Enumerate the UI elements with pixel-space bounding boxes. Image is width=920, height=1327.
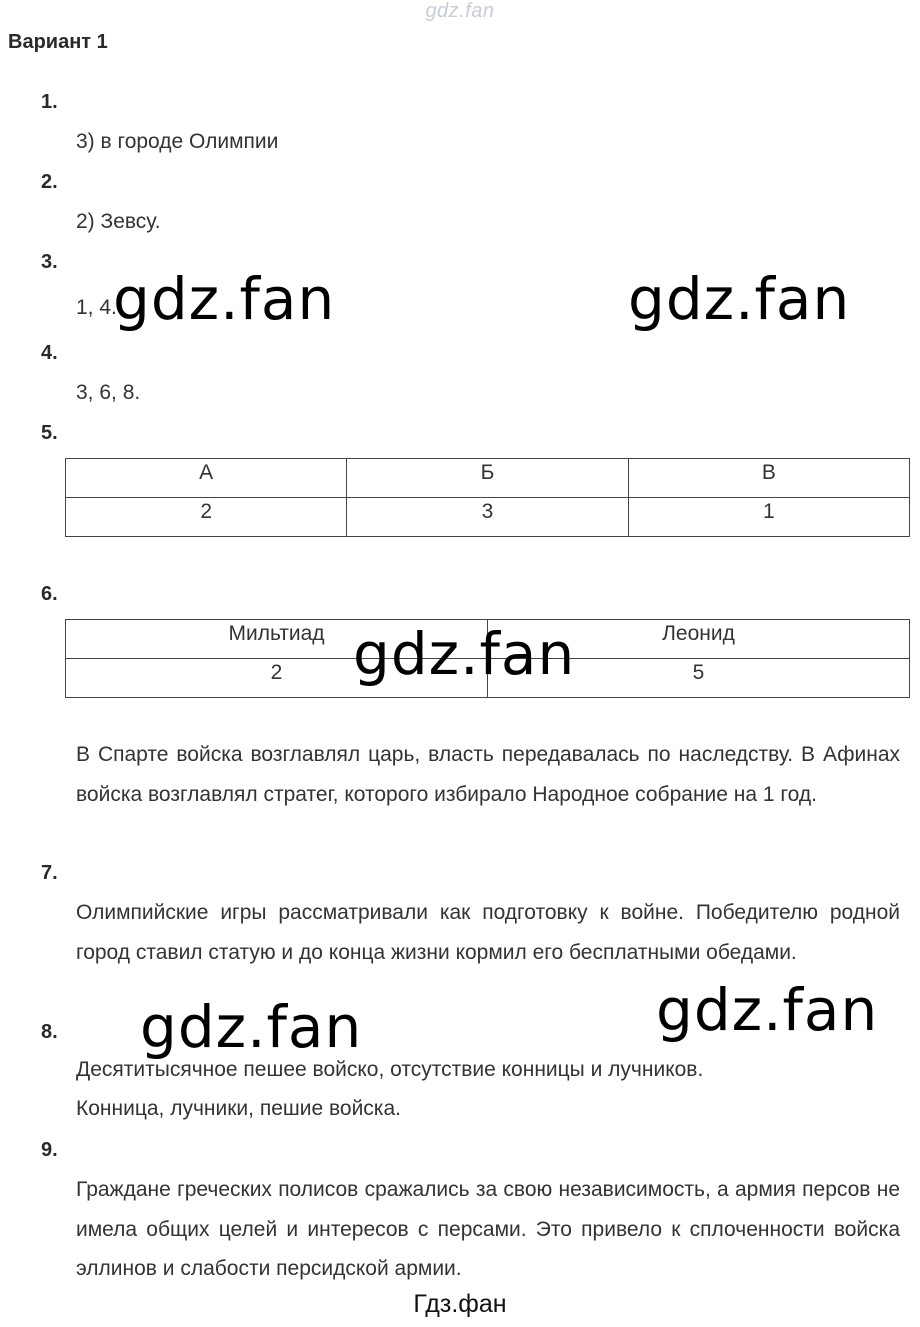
question-number-8: 8. xyxy=(41,1021,58,1043)
watermark: gdz.fan xyxy=(113,265,336,333)
watermark: gdz.fan xyxy=(628,265,851,333)
table-row xyxy=(66,498,910,537)
site-mark-top: gdz.fan xyxy=(425,0,495,22)
table-6-value-miltiades: 2 xyxy=(66,659,488,698)
question-number-3: 3. xyxy=(41,251,58,273)
table-6-value-leonidas: 5 xyxy=(488,659,910,698)
table-6-header-leonidas: Леонид xyxy=(488,620,910,659)
question-number-1: 1. xyxy=(41,91,58,113)
footer-site-name: Гдз.фан xyxy=(413,1290,507,1318)
watermark: gdz.fan xyxy=(353,620,576,688)
table-6-header-miltiades: Мильтиад xyxy=(66,620,488,659)
answer-4: 3, 6, 8. xyxy=(76,381,141,404)
table-5-value-v: 1 xyxy=(628,498,909,537)
question-number-9: 9. xyxy=(41,1139,58,1161)
question-number-2: 2. xyxy=(41,171,58,193)
answer-6-text: В Спарте войска возглавлял царь, власть передавалась по наследству. В Афинах войска возглавлял стратег, которого избирало Народное собрание на 1 год. xyxy=(76,743,900,806)
variant-title: Вариант 1 xyxy=(8,31,108,53)
question-number-5: 5. xyxy=(41,422,58,444)
question-number-7: 7. xyxy=(41,862,58,884)
answer-3: 1, 4. xyxy=(76,296,117,319)
question-number-4: 4. xyxy=(41,342,58,364)
table-5-header-a: А xyxy=(66,459,347,498)
table-5-value-b: 3 xyxy=(347,498,628,537)
watermark: gdz.fan xyxy=(656,976,879,1044)
answer-7-text: Олимпийские игры рассматривали как подготовку к войне. Победителю родной город ставил статую и до конца жизни кормил его бесплатными обедами. xyxy=(76,901,900,964)
answer-8-line-1: Десятитысячное пешее войско, отсутствие конницы и лучников. xyxy=(76,1058,704,1081)
table-5-header-b: Б xyxy=(347,459,628,498)
answer-9-text: Граждане греческих полисов сражались за свою независимость, а армия персов не имела общих целей и интересов с персами. Это привело к сплоченности войска эллинов и слабости персидской армии. xyxy=(76,1178,900,1280)
watermark: gdz.fan xyxy=(140,993,363,1061)
table-5-header-v: В xyxy=(628,459,909,498)
table-5-value-a: 2 xyxy=(66,498,347,537)
answer-1: 3) в городе Олимпии xyxy=(76,130,279,153)
question-number-6: 6. xyxy=(41,583,58,605)
table-row xyxy=(66,459,910,498)
answer-2: 2) Зевсу. xyxy=(76,210,161,233)
answer-8-line-2: Конница, лучники, пешие войска. xyxy=(76,1097,401,1120)
table-5 xyxy=(65,458,910,537)
